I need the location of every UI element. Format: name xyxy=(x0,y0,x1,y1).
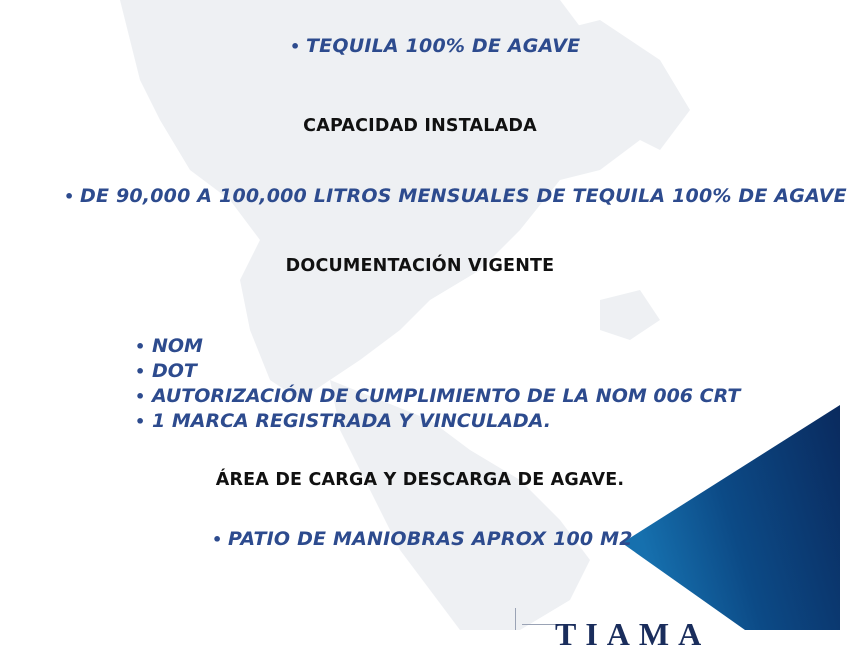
list-item-capacity xyxy=(64,185,847,207)
list-item-patio xyxy=(212,528,633,550)
list-item-tequila xyxy=(290,35,580,57)
logo-divider xyxy=(515,608,516,630)
list-item xyxy=(135,409,740,434)
brand-logo xyxy=(515,606,735,652)
bullet-icon: • xyxy=(135,387,146,406)
list-item-text: PATIO DE MANIOBRAS APROX 100 M2 xyxy=(228,528,633,550)
list-item xyxy=(135,384,740,409)
list-item-text: DE 90,000 A 100,000 LITROS MENSUALES DE TEQUILA 100% DE AGAVE xyxy=(80,185,847,207)
heading-documentacion: DOCUMENTACIÓN VIGENTE xyxy=(285,256,555,276)
bullet-icon: • xyxy=(64,187,75,206)
list-item-text: NOM xyxy=(152,335,203,357)
list-item-text: 1 MARCA REGISTRADA Y VINCULADA. xyxy=(152,410,551,432)
list-item-text: TEQUILA 100% DE AGAVE xyxy=(306,35,581,57)
list-item xyxy=(135,359,740,384)
heading-capacidad: CAPACIDAD INSTALADA xyxy=(303,116,537,136)
list-item-text: DOT xyxy=(152,360,197,382)
list-item-text: AUTORIZACIÓN DE CUMPLIMIENTO DE LA NOM 006 CRT xyxy=(152,385,741,407)
docs-list xyxy=(135,334,740,434)
bullet-icon: • xyxy=(135,412,146,431)
list-item xyxy=(135,334,740,359)
bullet-icon: • xyxy=(212,530,223,549)
bullet-icon: • xyxy=(135,362,146,381)
logo-wordmark: TIAMA xyxy=(555,616,711,652)
bullet-icon: • xyxy=(135,337,146,356)
heading-area-carga: ÁREA DE CARGA Y DESCARGA DE AGAVE. xyxy=(215,470,625,490)
bullet-icon: • xyxy=(290,37,301,56)
